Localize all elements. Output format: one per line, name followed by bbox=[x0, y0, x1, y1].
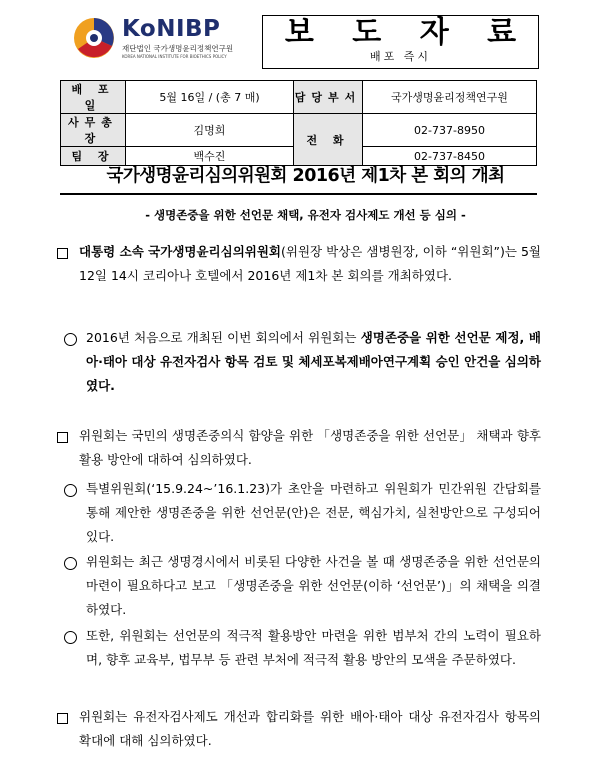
circle-bullet-icon bbox=[64, 333, 77, 346]
phone-label: 전 화 bbox=[294, 114, 363, 166]
headline: 국가생명윤리심의위원회 2016년 제1차 본 회의 개최 bbox=[106, 166, 505, 186]
org-logo-text bbox=[122, 16, 233, 60]
date-label: 배 포 일 bbox=[61, 81, 126, 114]
chief-name: 김명희 bbox=[126, 114, 294, 147]
info-row-chief bbox=[61, 114, 537, 147]
dept-label: 담당부서 bbox=[294, 81, 363, 114]
subheadline: - 생명존중을 위한 선언문 채택, 유전자 검사제도 개선 등 심의 - bbox=[145, 208, 466, 222]
date-value: 5월 16일 / (총 7 매) bbox=[126, 81, 294, 114]
headline-divider bbox=[60, 193, 537, 195]
paragraph-1 bbox=[79, 240, 541, 288]
press-title: 보 도 자 료 bbox=[284, 15, 531, 50]
org-logo-korean: 재단법인 국가생명윤리정책연구원 bbox=[122, 44, 234, 53]
org-logo-name: KoNIBP bbox=[122, 16, 221, 42]
team-name: 백수진 bbox=[126, 147, 294, 166]
paragraph-2-lead: 2016년 처음으로 개최된 이번 회의에서 위원회는 bbox=[86, 330, 361, 345]
paragraph-5: 위원회는 최근 생명경시에서 비롯된 다양한 사건을 볼 때 생명존중을 위한 선언문의 마련이 필요하다고 보고 「생명존중을 위한 선언문(이하 ‘선언문’)」의 채택을 의결하였다. bbox=[86, 554, 541, 617]
chief-label: 사무총장 bbox=[61, 114, 126, 147]
info-row-date bbox=[61, 81, 537, 114]
info-table bbox=[60, 80, 537, 166]
press-subtitle: 배포 즉시 bbox=[369, 50, 431, 63]
circle-bullet-icon bbox=[64, 631, 77, 644]
paragraph-6: 또한, 위원회는 선언문의 적극적 활용방안 마련을 위한 범부처 간의 노력이 필요하며, 향후 교육부, 법무부 등 관련 부처에 적극적 활용 방안의 모색을 주문하였다. bbox=[86, 628, 541, 667]
org-logo-english: KOREA NATIONAL INSTITUTE FOR BIOETHICS POLICY bbox=[122, 54, 227, 59]
press-release-box bbox=[262, 15, 539, 69]
dept-value: 국가생명윤리정책연구원 bbox=[363, 81, 537, 114]
circle-bullet-icon bbox=[64, 557, 77, 570]
phone-2: 02-737-8450 bbox=[363, 147, 537, 166]
square-bullet-icon bbox=[57, 713, 68, 724]
circle-bullet-icon bbox=[64, 484, 77, 497]
paragraph-4: 특별위원회(‘15.9.24~’16.1.23)가 초안을 마련하고 위원회가 민간위원 간담회를 통해 제안한 생명존중을 위한 선언문(안)은 전문, 핵심가치, 실천방안으로 구성되어 있다. bbox=[86, 481, 541, 544]
team-label: 팀 장 bbox=[61, 147, 126, 166]
phone-1: 02-737-8950 bbox=[363, 114, 537, 147]
paragraph-2 bbox=[86, 326, 541, 398]
paragraph-7: 위원회는 유전자검사제도 개선과 합리화를 위한 배아·태아 대상 유전자검사 항목의 확대에 대해 심의하였다. bbox=[79, 709, 541, 748]
paragraph-3: 위원회는 국민의 생명존중의식 함양을 위한 「생명존중을 위한 선언문」 채택과 향후 활용 방안에 대하여 심의하였다. bbox=[79, 428, 541, 467]
paragraph-1-rest: (위원장 박상은 샘병원장, 이하 “위원회”)는 5월 12일 14시 코리아나 호텔에서 2016년 제1차 본 회의를 개최하였다. bbox=[79, 244, 541, 283]
paragraph-2-bold: 생명존중을 위한 선언문 제정, 배아·태아 대상 유전자검사 항목 검토 및 체세포복제배아연구계획 승인 안건을 심의하였다. bbox=[86, 330, 541, 393]
paragraph-1-bold: 대통령 소속 국가생명윤리심의위원회 bbox=[79, 244, 281, 259]
square-bullet-icon bbox=[57, 432, 68, 443]
konibp-logo-icon bbox=[72, 16, 116, 60]
square-bullet-icon bbox=[57, 248, 68, 259]
